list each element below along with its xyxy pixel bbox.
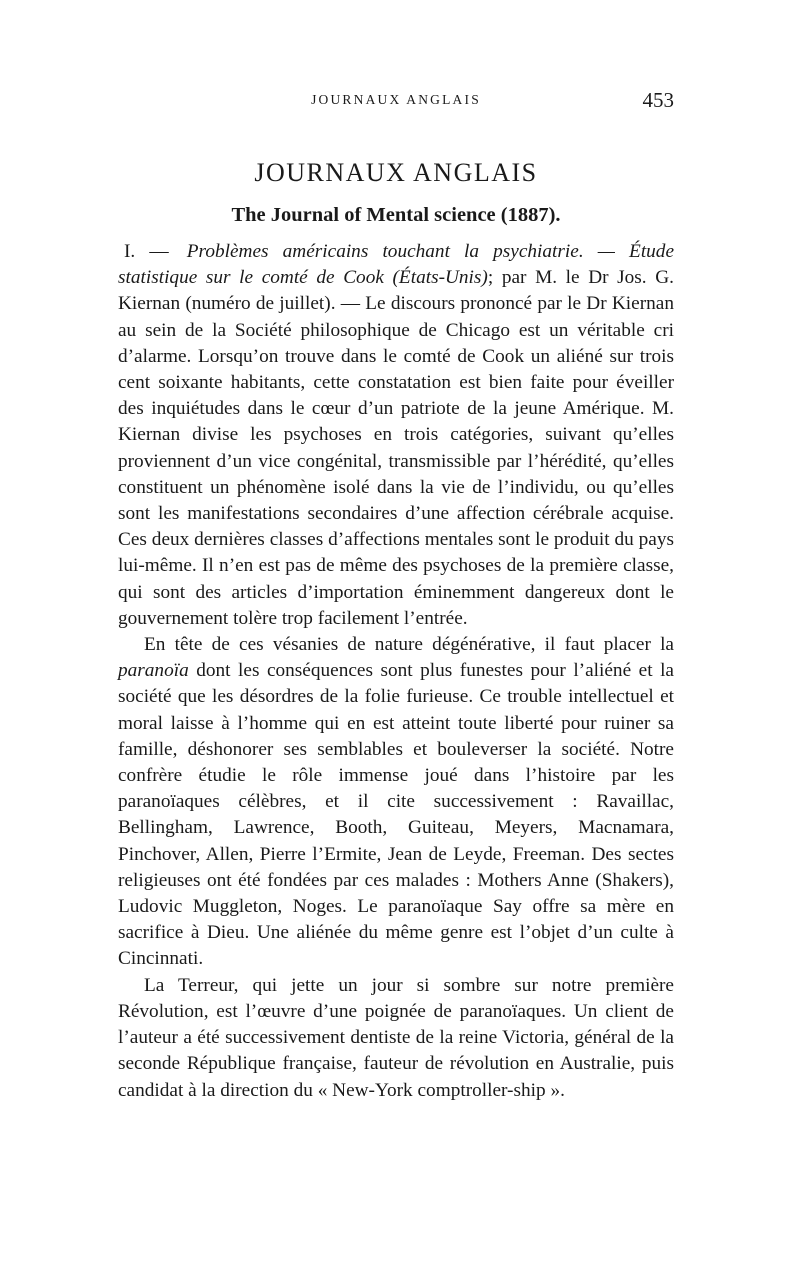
article-body	[118, 239, 674, 1104]
journal-title: The Journal of Mental science (1887).	[231, 204, 561, 226]
paragraph-1-text: Le discours prononcé par le Dr Kiernan au sein de la Société philosophique de Chicago est un véritable cri d’alarme. Lorsqu’on trouve dans le comté de Cook un aliéné sur trois cent soixante habitants, cette constatation est bien faite pour éveiller des inquiétudes dans le cœur d’un patriote de la jeune Amérique. M. Kiernan divise les psychoses en trois catégories, suivant qu’elles proviennent d’un vice congénital, transmissible par l’hérédité, qu’elles constituent un phénomène isolé dans la vie de l’individu, ou qu’elles sont les manifestations secondaires d’une affection cérébrale acquise. Ces deux dernières classes d’affections mentales sont le produit du pays lui-même. Il n’en est pas de même des psychoses de la première classe, qui sont des articles d’importation éminemment dangereux dont le gouvernement tolère trop facilement l’entrée.	[118, 293, 674, 629]
article-byline: ; par M. le Dr Jos. G. Kiernan (numéro de juillet). —	[118, 267, 674, 315]
paragraph-2-text-b: dont les conséquences sont plus funestes pour l’aliéné et la société que les désordres de la folie furieuse. Ce trouble intellectuel et moral laisse à l’homme qui en est atteint toute liberté pour ruiner sa famille, déshonorer ses semblables et bouleverser la société. Notre confrère étudie le rôle immense joué dans l’histoire par les paranoïaques célèbres, et il cite successivement : Ravaillac, Bellingham, Lawrence, Booth, Guiteau, Meyers, Macnamara, Pinchover, Allen, Pierre l’Ermite, Jean de Leyde, Freeman. Des sectes religieuses ont été fondées par ces malades : Mothers Anne (Shakers), Ludovic Muggleton, Noges. Le paranoïaque Say offre sa mère en sacrifice à Dieu. Une aliénée du même genre est l’objet d’un culte à Cincinnati.	[118, 660, 674, 970]
paragraph-2	[118, 632, 674, 973]
paragraph-3: La Terreur, qui jette un jour si sombre sur notre première Révolution, est l’œuvre d’une poignée de paranoïaques. Un client de l’auteur a été successivement dentiste de la reine Victoria, général de la seconde République française, fauteur de révolution en Australie, puis candidat à la direction du « New-York comptroller-ship ».	[118, 974, 674, 1101]
article-title: Problèmes américains touchant la psychiatrie. — Étude statistique sur le comté de Cook (États-Unis)	[118, 241, 675, 289]
page-number: 453	[642, 88, 674, 112]
book-page	[118, 88, 674, 1104]
paragraph-2-text-a: En tête de ces vésanies de nature dégénérative, il faut placer la	[144, 634, 674, 656]
section-number: I. —	[124, 241, 169, 262]
running-title: JOURNAUX ANGLAIS	[311, 92, 481, 107]
running-header	[118, 88, 674, 118]
paragraph-2-italic-term: paranoïa	[118, 660, 189, 682]
paragraph-1	[118, 239, 674, 632]
section-title: JOURNAUX ANGLAIS	[254, 158, 538, 187]
